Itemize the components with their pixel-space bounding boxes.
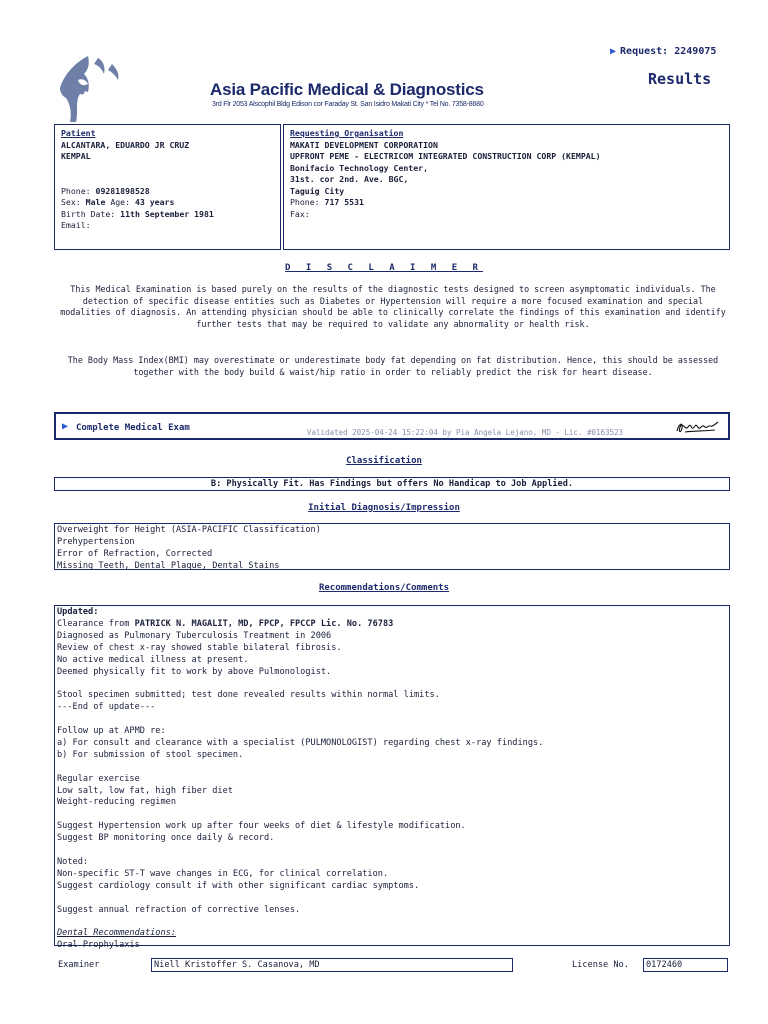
patient-phone: 09281898528	[95, 185, 150, 196]
recommendation-line	[57, 678, 727, 690]
dental-heading: Dental Recommendations:	[57, 928, 176, 939]
recommendation-line	[57, 809, 727, 821]
recommendation-line: No active medical illness at present.	[57, 654, 249, 665]
recommendation-line	[57, 916, 727, 928]
request-value: 2249075	[674, 46, 717, 57]
recommendation-line: Stool specimen submitted; test done revealed results within normal limits.	[57, 690, 440, 701]
triangle-right-icon: ▶	[62, 421, 69, 432]
requesting-organisation	[283, 124, 730, 250]
patient-heading: Patient	[61, 128, 96, 138]
organisation-heading: Requesting Organisation	[290, 128, 404, 138]
recommendation-line: Suggest Hypertension work up after four weeks of diet & lifestyle modification.	[57, 821, 466, 832]
examiner-label: Examiner	[58, 960, 100, 970]
diagnosis-item: Prehypertension	[57, 536, 135, 547]
recommendation-line: Weight-reducing regimen	[57, 797, 176, 808]
updated-label: Updated:	[57, 607, 99, 617]
recommendations-list	[54, 605, 730, 951]
diagnosis-list	[54, 523, 730, 570]
asia-pacific-logo	[54, 44, 134, 124]
recommendation-line: ---End of update---	[57, 702, 156, 713]
recommendation-line: Suggest BP monitoring once daily & record.	[57, 833, 275, 844]
patient-age: 43 years	[134, 197, 175, 207]
sex-label: Sex:	[61, 197, 81, 207]
exam-title: Complete Medical Exam	[76, 423, 190, 433]
recommendations-title: Recommendations/Comments	[318, 583, 450, 593]
patient-info	[54, 124, 281, 250]
request-label: Request:	[620, 46, 669, 57]
organization-name: Asia Pacific Medical & Diagnostics	[210, 80, 484, 99]
recommendation-line: Deemed physically fit to work by above Pulmonologist.	[57, 666, 332, 677]
patient-sex: Male	[85, 197, 106, 207]
recommendation-line	[57, 845, 727, 857]
license-field: 0172460	[643, 958, 728, 972]
diagnosis-item: Error of Refraction, Corrected	[57, 548, 213, 559]
recommendation-line: Review of chest x-ray showed stable bilateral fibrosis.	[57, 642, 342, 653]
age-label: Age:	[110, 197, 131, 207]
diagnosis-item: Missing Teeth, Dental Plaque, Dental Stains	[57, 560, 280, 571]
disclaimer-paragraph: This Medical Examination is based purely on the results of the diagnostic tests designed to screen asymptomatic individuals. The detection of specific disease entities such as Diabetes or Hypertension will require a more focused examination and special modalities of diagnosis. An attending physician should be able to clinically correlate the findings of this examination and identify further tests that may be required to validate any abnormality or health risk.	[60, 284, 726, 329]
examiner-field: Niell Kristoffer S. Casanova, MD	[151, 958, 513, 972]
recommendation-line: Diagnosed as Pulmonary Tuberculosis Treatment in 2006	[57, 630, 332, 641]
clearance-prefix: Clearance from	[57, 618, 135, 629]
recommendation-line: Suggest cardiology consult if with other significant cardiac symptoms.	[57, 880, 420, 891]
recommendation-line: Suggest annual refraction of corrective lenses.	[57, 904, 301, 915]
dental-line: Oral Prophylaxis	[57, 940, 140, 951]
recommendation-line: Noted:	[57, 856, 89, 867]
bmi-paragraph: The Body Mass Index(BMI) may overestimate or underestimate body fat depending on fat distribution. Hence, this should be assessed together with the body build & waist/hip ratio in order to reliably predict the risk for heart disease.	[67, 355, 719, 377]
exam-header	[54, 412, 730, 440]
organisation-line: Bonifacio Technology Center,	[290, 162, 429, 173]
recommendation-line: b) For submission of stool specimen.	[57, 749, 244, 760]
triangle-right-icon: ▶	[610, 46, 617, 57]
request-number	[610, 46, 716, 57]
recommendation-line: Non-specific ST-T wave changes in ECG, for clinical correlation.	[57, 868, 389, 879]
recommendation-lines	[57, 631, 727, 929]
page-title: Results	[648, 70, 712, 88]
email-label: Email:	[61, 220, 91, 230]
organisation-line: MAKATI DEVELOPMENT CORPORATION	[290, 139, 438, 150]
recommendation-line: a) For consult and clearance with a specialist (PULMONOLOGIST) regarding chest x-ray findings.	[57, 737, 544, 748]
birth-date-label: Birth Date:	[61, 208, 116, 219]
clearance-doctor: PATRICK N. MAGALIT, MD, FPCP, FPCCP Lic. No. 76783	[134, 618, 394, 629]
classification-value: B: Physically Fit. Has Findings but offers No Handicap to Job Applied.	[54, 477, 730, 491]
phone-label: Phone:	[61, 185, 91, 196]
signature	[675, 419, 721, 436]
disclaimer-title: D I S C L A I M E R	[285, 263, 483, 273]
recommendation-line: Low salt, low fat, high fiber diet	[57, 785, 233, 796]
recommendation-line	[57, 762, 727, 774]
diagnosis-title: Initial Diagnosis/Impression	[308, 503, 460, 513]
recommendation-line: Follow up at APMD re:	[57, 726, 166, 737]
classification-title: Classification	[346, 456, 422, 466]
organization-address: 3rd Flr 2053 Alscophil Bldg Edison cor Faraday St. San Isidro Makati City * Tel No. 7358-8680	[212, 101, 484, 108]
org-phone: 717 5531	[324, 197, 364, 207]
patient-name: ALCANTARA, EDUARDO JR CRUZ	[61, 139, 190, 150]
org-fax-label: Fax:	[290, 208, 310, 219]
organisation-line: Taguig City	[290, 185, 345, 196]
recommendation-line	[57, 714, 727, 726]
organisation-line: 31st. cor 2nd. Ave. BGC,	[290, 174, 409, 184]
clearance-line	[57, 619, 727, 631]
organisation-line: UPFRONT PEME - ELECTRICOM INTEGRATED CONSTRUCTION CORP (KEMPAL)	[290, 151, 601, 161]
org-phone-label: Phone:	[290, 197, 320, 207]
recommendation-line: Regular exercise	[57, 773, 140, 784]
diagnosis-item: Overweight for Height (ASIA-PACIFIC Classification)	[57, 525, 321, 535]
recommendation-line	[57, 893, 727, 905]
license-label: License No.	[572, 960, 629, 970]
patient-birth-date: 11th September 1981	[120, 208, 214, 219]
validation-note: Validated 2025-04-24 15:22:04 by Pia Angela Lejano, MD - Lic. #0163523	[307, 428, 624, 437]
patient-company: KEMPAL	[61, 151, 91, 161]
